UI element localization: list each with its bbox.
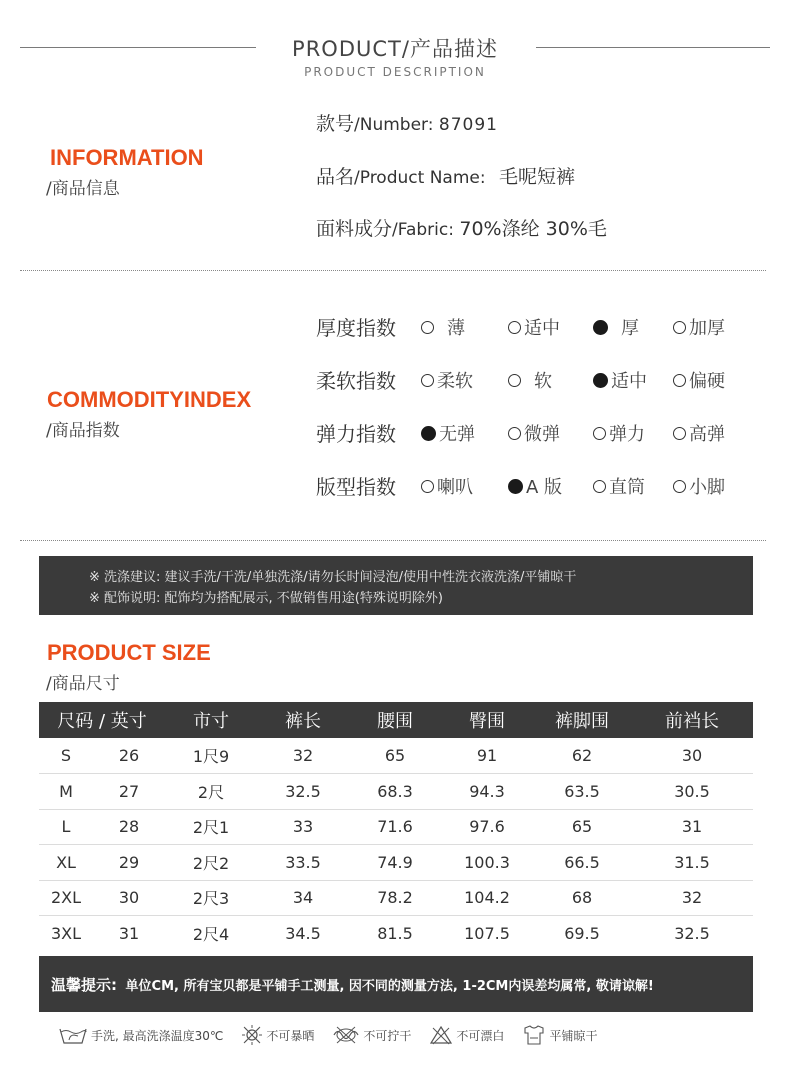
radio-empty-icon: [421, 374, 434, 387]
table-cell: 3XL: [50, 924, 82, 943]
radio-empty-icon: [593, 427, 606, 440]
table-cell: 32: [631, 880, 753, 916]
divider-dotted-2: [20, 540, 766, 541]
index-option-label: 微弹: [524, 424, 560, 445]
table-cell: 62: [533, 738, 631, 774]
care-no-wring: [332, 1025, 411, 1045]
index-option: [593, 314, 639, 340]
size-subtitle: /商品尺寸: [46, 674, 120, 694]
index-option-label: 柔软: [437, 371, 473, 392]
info-number-value: 87091: [438, 115, 498, 135]
table-row: [39, 774, 753, 810]
index-row-label: 弹力指数: [316, 422, 396, 446]
care-no-bleach: [429, 1025, 504, 1045]
radio-empty-icon: [421, 480, 434, 493]
table-row: [39, 845, 753, 881]
table-row: [39, 809, 753, 845]
table-cell: 2尺1: [165, 809, 257, 845]
info-fabric-label: 面料成分: [316, 218, 393, 240]
radio-empty-icon: [673, 374, 686, 387]
table-cell: 66.5: [533, 845, 631, 881]
table-cell: 81.5: [377, 924, 413, 943]
index-option-label: 喇叭: [437, 477, 473, 498]
radio-empty-icon: [673, 427, 686, 440]
commodity-index-subtitle: /商品指数: [46, 421, 120, 441]
care-no-sun-label: 不可暴晒: [266, 1028, 315, 1043]
index-option-label: 加厚: [689, 318, 725, 339]
index-option-label: 弹力: [609, 424, 645, 445]
index-option: [421, 420, 475, 446]
radio-filled-icon: [593, 320, 608, 335]
info-fabric-value: 70%涤纶 30%毛: [459, 218, 607, 240]
index-option-label: 高弹: [689, 424, 725, 445]
table-row: [39, 880, 753, 916]
size-header-cell: 腰围: [349, 702, 441, 738]
index-row-label: 柔软指数: [316, 369, 396, 393]
index-option-label: 适中: [611, 371, 647, 392]
care-flat-dry-label: 平铺晾干: [549, 1028, 598, 1043]
info-name-en: /Product Name:: [354, 168, 486, 188]
table-cell: 34.5: [285, 924, 321, 943]
no-wring-icon: [332, 1025, 360, 1045]
index-row: [316, 471, 776, 501]
table-cell: 65: [349, 738, 441, 774]
size-header-cell: 裤长: [257, 702, 349, 738]
table-cell: 100.3: [441, 845, 533, 881]
page-subtitle: PRODUCT DESCRIPTION: [304, 65, 486, 79]
index-option-label: 小脚: [689, 477, 725, 498]
table-cell: 31.5: [631, 845, 753, 881]
radio-empty-icon: [421, 321, 434, 334]
commodity-index-title: COMMODITYINDEX: [47, 387, 252, 412]
table-cell: 30: [93, 880, 165, 916]
index-option: [673, 420, 725, 446]
table-cell: 31: [118, 924, 140, 943]
care-hand-wash: [58, 1025, 223, 1045]
tip-lead: 温馨提示:: [51, 976, 117, 994]
info-name-value: 毛呢短裤: [498, 166, 575, 188]
table-cell: 107.5: [464, 924, 510, 943]
table-cell: 28: [93, 809, 165, 845]
index-option-label: 薄: [447, 318, 465, 339]
information-title: INFORMATION: [50, 145, 204, 170]
wash-notes-box: [39, 556, 753, 615]
table-cell: 32.5: [674, 924, 710, 943]
index-option: [508, 473, 562, 499]
table-cell: M: [39, 774, 93, 810]
table-cell: 68: [533, 880, 631, 916]
radio-empty-icon: [508, 321, 521, 334]
hand-wash-icon: [58, 1025, 88, 1045]
radio-empty-icon: [508, 374, 521, 387]
table-cell: 94.3: [441, 774, 533, 810]
size-header-cell: 臀围: [441, 702, 533, 738]
index-option-label: A 版: [526, 477, 563, 498]
info-name-label: 品名: [316, 166, 355, 188]
radio-empty-icon: [673, 480, 686, 493]
index-option: [593, 473, 645, 499]
table-cell: 29: [93, 845, 165, 881]
table-cell: 1尺9: [165, 738, 257, 774]
table-cell: 63.5: [533, 774, 631, 810]
info-number-en: /Number:: [354, 115, 434, 135]
no-bleach-icon: [429, 1025, 453, 1045]
size-header-cell: 前裆长: [631, 702, 753, 738]
size-header-cell: 市寸: [165, 702, 257, 738]
care-no-sun: [241, 1024, 314, 1046]
table-cell: 27: [93, 774, 165, 810]
table-cell: XL: [39, 845, 93, 881]
tip-text: 单位CM, 所有宝贝都是平铺手工测量, 因不同的测量方法, 1-2CM内误差均属常, 敬请谅解!: [125, 979, 654, 994]
size-header-row: [39, 702, 753, 738]
table-cell: 65: [533, 809, 631, 845]
index-option-label: 软: [534, 371, 552, 392]
index-option: [421, 367, 473, 393]
index-option-label: 厚: [621, 318, 639, 339]
index-option-label: 适中: [524, 318, 560, 339]
care-instructions: [58, 1022, 615, 1048]
index-row: [316, 418, 776, 448]
measurement-tip: [39, 956, 753, 1012]
index-option: [508, 314, 560, 340]
accessory-note: ※ 配饰说明: 配饰均为搭配展示, 不做销售用途(特殊说明除外): [89, 591, 443, 606]
index-option: [421, 473, 473, 499]
table-cell: 33: [257, 809, 349, 845]
radio-filled-icon: [421, 426, 436, 441]
size-title: PRODUCT SIZE: [47, 640, 211, 665]
index-option-label: 偏硬: [689, 371, 725, 392]
info-number-label: 款号: [316, 113, 355, 135]
information-subtitle: /商品信息: [46, 179, 120, 199]
table-cell: 104.2: [441, 880, 533, 916]
index-option: [593, 367, 647, 393]
index-option: [673, 473, 725, 499]
index-option: [673, 314, 725, 340]
index-option: [508, 367, 552, 393]
size-header-cell: 尺码 / 英寸: [39, 702, 165, 738]
index-option: [508, 420, 560, 446]
size-table-header: [39, 702, 753, 738]
index-row: [316, 365, 776, 395]
index-option: [421, 314, 465, 340]
table-cell: 31: [631, 809, 753, 845]
index-row: [316, 312, 776, 342]
table-cell: 30: [631, 738, 753, 774]
radio-empty-icon: [508, 427, 521, 440]
table-cell: 26: [93, 738, 165, 774]
size-table: [39, 702, 753, 951]
info-fabric-en: /Fabric:: [392, 220, 454, 240]
divider-dotted-1: [20, 270, 766, 271]
flat-dry-icon: [522, 1024, 546, 1046]
care-no-wring-label: 不可拧干: [363, 1028, 412, 1043]
table-cell: 2尺2: [165, 845, 257, 881]
table-row: [39, 738, 753, 774]
table-cell: 34: [257, 880, 349, 916]
table-cell: 2尺3: [165, 880, 257, 916]
index-option: [593, 420, 645, 446]
size-header-cell: 裤脚围: [533, 702, 631, 738]
info-product-name: [316, 162, 575, 189]
info-fabric: [316, 214, 607, 241]
table-cell: 2XL: [39, 880, 93, 916]
table-cell: 2尺4: [192, 925, 230, 944]
table-cell: 97.6: [441, 809, 533, 845]
table-row: [39, 916, 753, 952]
table-cell: 32.5: [257, 774, 349, 810]
radio-empty-icon: [673, 321, 686, 334]
page-title: PRODUCT/产品描述: [292, 37, 498, 61]
table-cell: 71.6: [349, 809, 441, 845]
size-table-body: [39, 738, 753, 951]
table-cell: 2尺: [165, 774, 257, 810]
care-flat-dry: [522, 1024, 597, 1046]
care-no-bleach-label: 不可漂白: [456, 1028, 505, 1043]
index-option-label: 无弹: [439, 424, 475, 445]
table-cell: 78.2: [349, 880, 441, 916]
index-option: [673, 367, 725, 393]
table-cell: L: [39, 809, 93, 845]
radio-empty-icon: [593, 480, 606, 493]
table-cell: 91: [441, 738, 533, 774]
radio-filled-icon: [593, 373, 608, 388]
wash-advice: ※ 洗涤建议: 建议手洗/干洗/单独洗涤/请勿长时间浸泡/使用中性洗衣液洗涤/平铺晾干: [89, 570, 577, 585]
index-row-label: 版型指数: [316, 475, 396, 499]
table-cell: 69.5: [564, 924, 600, 943]
index-option-label: 直筒: [609, 477, 645, 498]
table-cell: 32: [257, 738, 349, 774]
radio-filled-icon: [508, 479, 523, 494]
table-cell: 30.5: [631, 774, 753, 810]
table-cell: 68.3: [349, 774, 441, 810]
table-cell: 33.5: [257, 845, 349, 881]
no-sun-icon: [241, 1024, 263, 1046]
table-cell: 74.9: [349, 845, 441, 881]
care-hand-wash-label: 手洗, 最高洗涤温度30℃: [91, 1028, 224, 1043]
table-cell: S: [39, 738, 93, 774]
index-row-label: 厚度指数: [316, 316, 396, 340]
info-number: [316, 109, 498, 136]
